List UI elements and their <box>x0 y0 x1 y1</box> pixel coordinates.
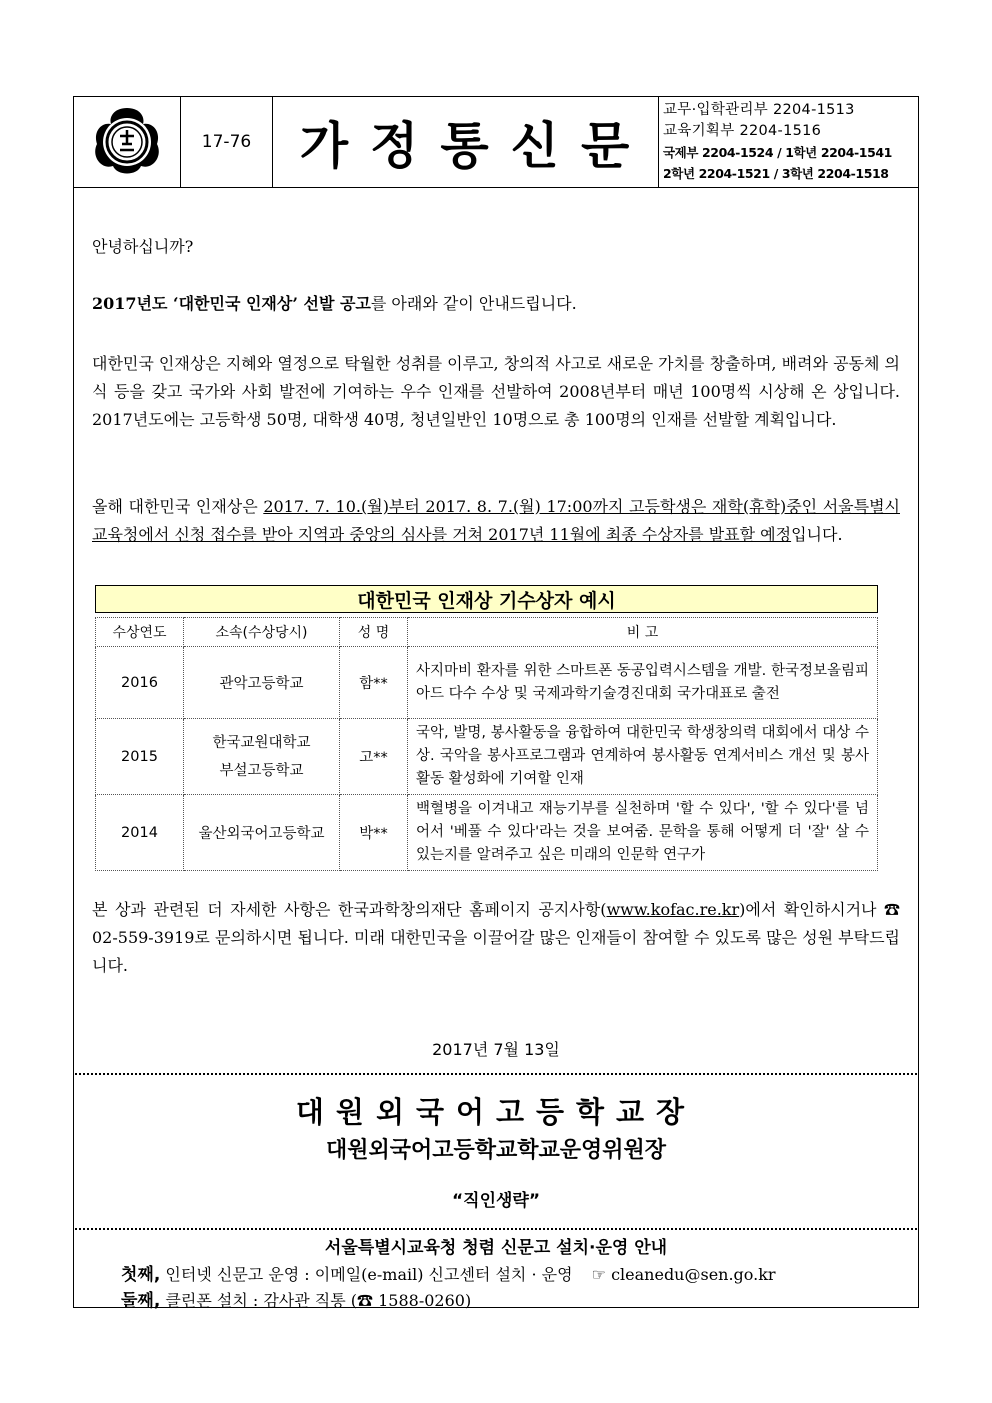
pointer-icon: ☞ <box>591 1265 606 1284</box>
table-row <box>96 719 878 795</box>
award-school: 관악고등학교 <box>184 647 340 719</box>
contact-line: 2학년 2204-1521 / 3학년 2204-1518 <box>663 166 889 181</box>
schedule-lead: 올해 대한민국 인재상은 <box>92 497 264 516</box>
schedule-end: 입니다. <box>791 525 843 544</box>
logo-cell <box>74 97 181 187</box>
table-row <box>96 795 878 871</box>
closing-paragraph <box>92 896 900 980</box>
notice-second-label: 둘째, <box>121 1291 161 1311</box>
notice-second-line <box>121 1286 471 1311</box>
notice-email[interactable]: cleanedu@sen.go.kr <box>611 1265 776 1284</box>
contact-line: 국제부 2204-1524 / 1학년 2204-1541 <box>663 145 892 160</box>
notice-first-text: 인터넷 신문고 운영 : 이메일(e-mail) 신고센터 설치 · 운영 <box>165 1265 573 1284</box>
notice-title: 서울특별시교육청 청렴 신문고 설치·운영 안내 <box>324 1238 668 1258</box>
kofac-link[interactable]: www.kofac.re.kr <box>606 900 740 919</box>
table-row <box>96 647 878 719</box>
table-title: 대한민국 인재상 기수상자 예시 <box>95 585 878 613</box>
award-year: 2016 <box>96 647 184 719</box>
document-title: 가정통신문 <box>273 97 659 187</box>
schedule-detail: 2017. 7. 10.(월)부터 2017. 8. 7.(월) 17:00까지 고등학생은 재학(휴학)중인 서울특별시교육청에서 신청 접수를 받아 지역과 중앙의 심사를 거쳐 2017년 11월에 최종 수상자를 발표할 예정 <box>92 497 900 544</box>
award-year: 2015 <box>96 719 184 795</box>
contact-info <box>659 97 918 187</box>
awards-table <box>95 617 878 871</box>
school-emblem-icon <box>89 104 165 180</box>
award-school: 한국교원대학교 부설고등학교 <box>184 719 340 795</box>
announcement-rest: 를 아래와 같이 안내드립니다. <box>370 294 577 313</box>
divider <box>75 1073 917 1075</box>
contact-line: 교육기획부 2204-1516 <box>663 123 822 139</box>
committee-signature: 대원외국어고등학교학교운영위원장 <box>325 1138 667 1163</box>
award-name: 고** <box>340 719 408 795</box>
notice-second-text: 클린폰 설치 : 감사관 직통 (☎ 1588-0260) <box>165 1291 472 1310</box>
announcement <box>92 290 900 318</box>
closing-lead: 본 상과 관련된 더 자세한 사항은 한국과학창의재단 홈페이지 공지사항( <box>92 900 607 919</box>
issue-number: 17-76 <box>181 97 273 187</box>
award-note: 사지마비 환자를 위한 스마트폰 동공입력시스템을 개발. 한국정보올림피아드 다수 수상 및 국제과학기술경진대회 국가대표로 출전 <box>408 647 878 719</box>
column-header: 비 고 <box>408 618 878 647</box>
column-header: 성 명 <box>340 618 408 647</box>
divider <box>75 1228 917 1230</box>
principal-signature: 대원외국어고등학교장 <box>295 1095 697 1129</box>
column-header: 소속(수상당시) <box>184 618 340 647</box>
greeting: 안녕하십니까? <box>92 237 194 256</box>
letter-header <box>73 96 919 188</box>
award-note: 백혈병을 이겨내고 재능기부를 실천하며 '할 수 있다', '할 수 있다'를 넘어서 '베풀 수 있다'라는 것을 보여줌. 문학을 통해 어떻게 더 '잘' 살 수 있는지를 알려주고 싶은 미래의 인문학 연구가 <box>408 795 878 871</box>
table-header-row <box>96 618 878 647</box>
seal-omitted-note: “직인생략” <box>451 1191 541 1211</box>
closing-rest: )에서 확인하시거나 ☎ 02-559-3919로 문의하시면 됩니다. 미래 대한민국을 이끌어갈 많은 인재들이 참여할 수 있도록 많은 성원 부탁드립니다. <box>92 900 901 975</box>
notice-first-line <box>121 1260 776 1285</box>
notice-first-label: 첫째, <box>121 1265 161 1285</box>
award-name: 박** <box>340 795 408 871</box>
award-year: 2014 <box>96 795 184 871</box>
schedule-paragraph <box>92 493 900 549</box>
award-name: 함** <box>340 647 408 719</box>
column-header: 수상연도 <box>96 618 184 647</box>
award-school: 울산외국어고등학교 <box>184 795 340 871</box>
contact-line: 교무·입학관리부 2204-1513 <box>663 102 855 118</box>
issue-date: 2017년 7월 13일 <box>432 1040 560 1059</box>
intro-paragraph: 대한민국 인재상은 지혜와 열정으로 탁월한 성취를 이루고, 창의적 사고로 새로운 가치를 창출하며, 배려와 공동체 의식 등을 갖고 국가와 사회 발전에 기여하는 우수 인재를 선발하여 2008년부터 매년 100명씩 시상해 온 상입니다. 2017년도에는 고등학생 50명, 대학생 40명, 청년일반인 10명으로 총 100명의 인재를 선발할 계획입니다. <box>92 354 900 429</box>
award-note: 국악, 발명, 봉사활동을 융합하여 대한민국 학생창의력 대회에서 대상 수상. 국악을 봉사프로그램과 연계하여 봉사활동 연계서비스 개선 및 봉사활동 활성화에 기여할 인재 <box>408 719 878 795</box>
announcement-highlight: 2017년도 ‘대한민국 인재상’ 선발 공고 <box>92 294 371 313</box>
